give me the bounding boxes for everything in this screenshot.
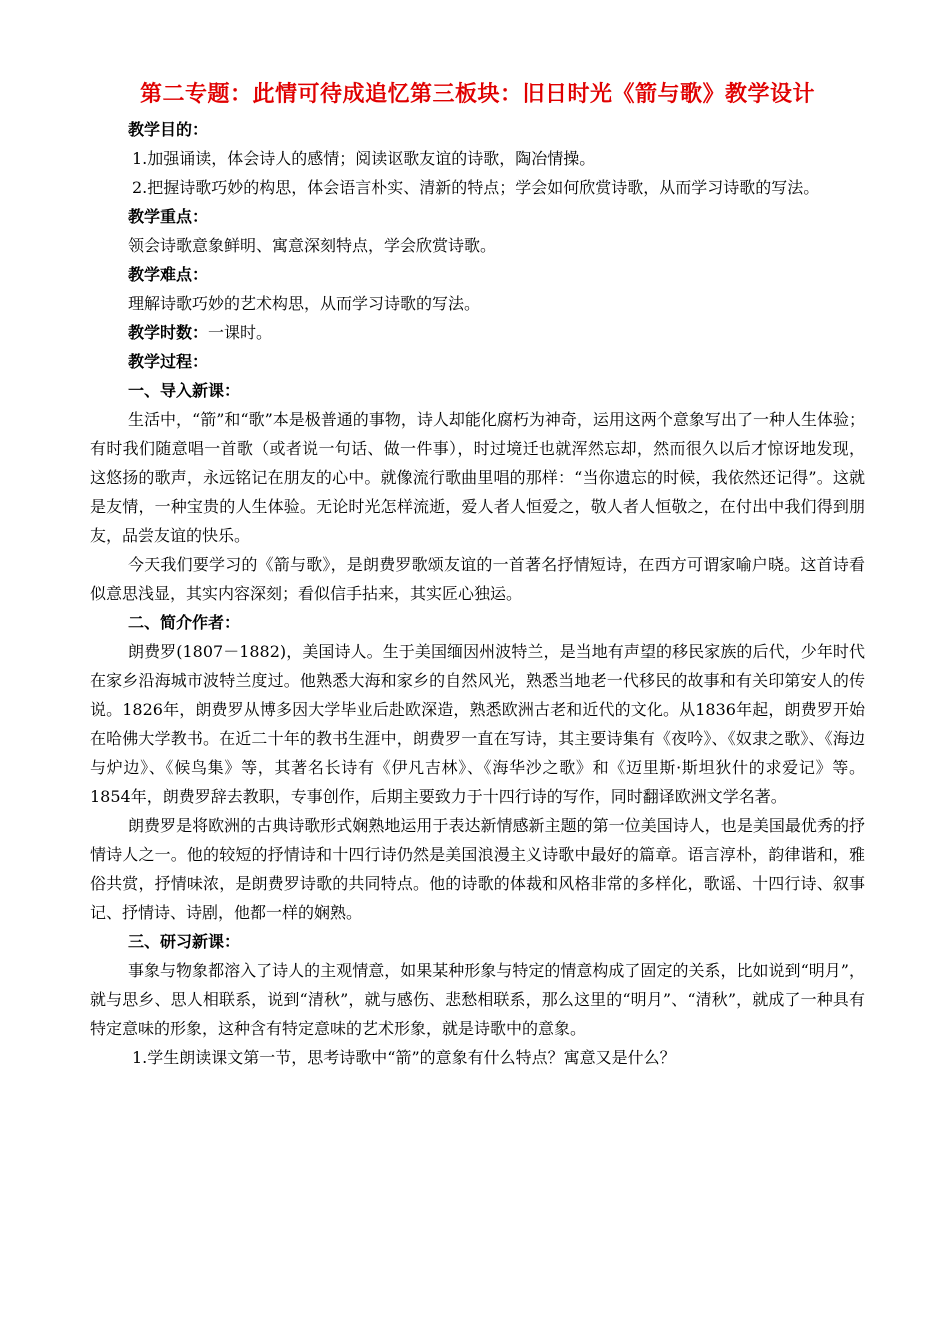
difficulties-heading: 教学难点： [128,265,209,284]
author-paragraph-2: 朗费罗是将欧洲的古典诗歌形式娴熟地运用于表达新情感新主题的第一位美国诗人，也是美国最优秀的抒情诗人之一。他的较短的抒情诗和十四行诗仍然是美国浪漫主义诗歌中最好的篇章。语言淳朴，韵律谐和，雅俗共赏，抒情味浓，是朗费罗诗歌的共同特点。他的诗歌的体裁和风格非常的多样化，歌谣、十四行诗、叙事记、抒情诗、诗剧，他都一样的娴熟。 [90,816,865,922]
hours-heading: 教学时数： [128,323,209,342]
difficulties-text: 理解诗歌巧妙的艺术构思，从而学习诗歌的写法。 [128,294,481,313]
objective-item-1: 1.加强诵读，体会诗人的感情；阅读讴歌友谊的诗歌，陶冶情操。 [132,149,596,168]
hours-line [90,318,865,347]
intro-paragraph-1: 生活中，“箭”和“歌”本是极普通的事物，诗人却能化腐朽为神奇，运用这两个意象写出了一种人生体验；有时我们随意唱一首歌（或者说一句话、做一件事），时过境迁也就浑然忘却，然而很久以后才惊讶地发现，这悠扬的歌声，永远铭记在朋友的心中。就像流行歌曲里唱的那样：“当你遗忘的时候，我依然还记得”。这就是友情，一种宝贵的人生体验。无论时光怎样流逝，爱人者人恒爱之，敬人者人恒敬之，在付出中我们得到朋友，品尝友谊的快乐。 [90,410,865,545]
author-paragraph-1: 朗费罗(1807－1882)，美国诗人。生于美国缅因州波特兰，是当地有声望的移民家族的后代，少年时代在家乡沿海城市波特兰度过。他熟悉大海和家乡的自然风光，熟悉当地老一代移民的故事和有关印第安人的传说。1826年，朗费罗从博多因大学毕业后赴欧深造，熟悉欧洲古老和近代的文化。从1836年起，朗费罗开始在哈佛大学教书。在近二十年的教书生涯中，朗费罗一直在写诗，其主要诗集有《夜吟》、《奴隶之歌》、《海边与炉边》、《候鸟集》等，其著名长诗有《伊凡吉林》、《海华沙之歌》和《迈里斯·斯坦狄什的求爱记》等。1854年，朗费罗辞去教职，专事创作，后期主要致力于十四行诗的写作，同时翻译欧洲文学名著。 [90,642,865,806]
objective-item-2: 2.把握诗歌巧妙的构思，体会语言朴实、清新的特点；学会如何欣赏诗歌，从而学习诗歌的写法。 [132,178,820,197]
intro-paragraph-2: 今天我们要学习的《箭与歌》，是朗费罗歌颂友谊的一首著名抒情短诗，在西方可谓家喻户晓。这首诗看似意思浅显，其实内容深刻；看似信手拈来，其实匠心独运。 [90,555,865,603]
document-page [90,80,865,1072]
key-points-text: 领会诗歌意象鲜明、寓意深刻特点，学会欣赏诗歌。 [128,236,497,255]
objectives-heading: 教学目的： [128,120,209,139]
study-paragraph-1: 事象与物象都溶入了诗人的主观情意，如果某种形象与特定的情意构成了固定的关系，比如说到“明月”，就与思乡、思人相联系，说到“清秋”，就与感伤、悲愁相联系，那么这里的“明月”、“清秋”，就成了一种具有特定意味的形象，这种含有特定意味的艺术形象，就是诗歌中的意象。 [90,961,865,1038]
section-heading-author: 二、简介作者： [128,613,241,632]
hours-text: 一课时。 [208,323,273,342]
section-heading-intro: 一、导入新课： [128,381,241,400]
process-heading: 教学过程： [128,352,209,371]
section-heading-study: 三、研习新课： [128,932,241,951]
study-question-1: 1.学生朗读课文第一节，思考诗歌中“箭”的意象有什么特点？寓意又是什么？ [132,1048,676,1067]
document-title: 第二专题：此情可待成追忆第三板块：旧日时光《箭与歌》教学设计 [139,82,815,107]
key-points-heading: 教学重点： [128,207,209,226]
